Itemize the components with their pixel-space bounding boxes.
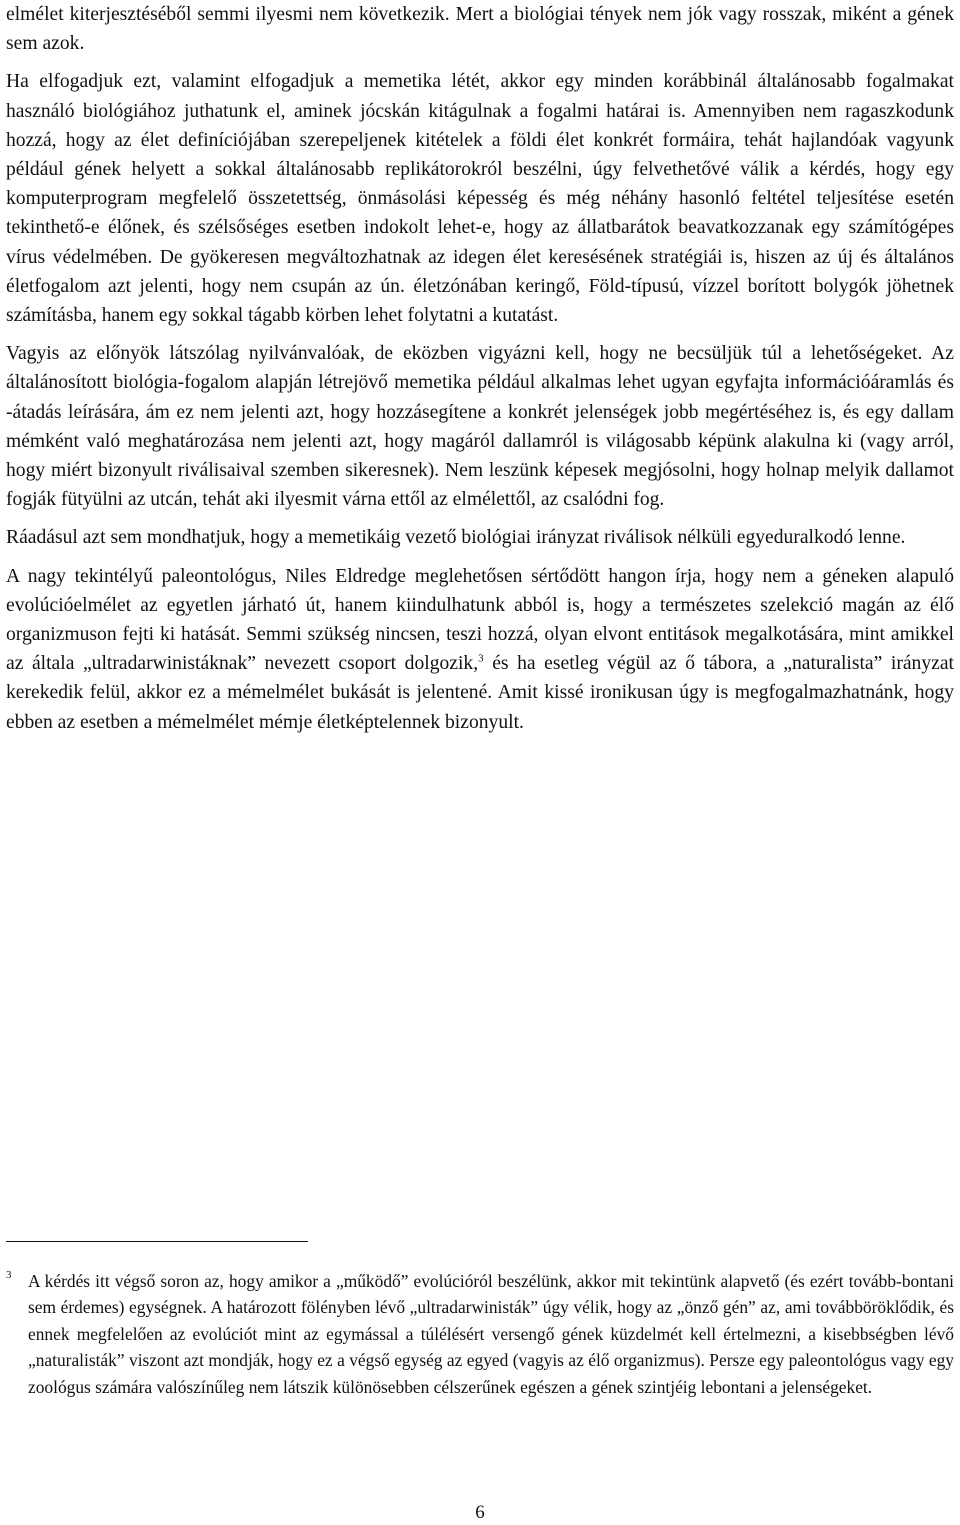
paragraph: Vagyis az előnyök látszólag nyilvánvalóak, de eközben vigyázni kell, hogy ne becsüljük túl a lehetőségeket. Az általánosított biológia-fogalom alapján létrejövő memetika például alkalmas lehet ugyan egyfajta információáramlás és -átadás leírására, ám ez nem jelenti azt, hogy hozzásegítene a konkrét jelenségek jobb megértéséhez is, és egy dallam mémként való meghatározása nem jelenti azt, hogy magáról dallamról is világosabb képünk alakulna ki (vagy arról, hogy miért bizonyult riválisaival szemben sikeresnek). Nem leszünk képesek megjósolni, hogy holnap melyik dallamot fogják fütyülni az utcán, tehát aki ilyesmit várna ettől az elmélettől, az csalódni fog. bbox=[6, 343, 954, 511]
body-text bbox=[6, 0, 954, 746]
footnote-separator bbox=[6, 1241, 308, 1242]
paragraph-text: és ha esetleg végül az ő tábora, a „naturalista” irányzat kerekedik felül, akkor ez a mémelmélet bukását is jelentené. Amit kissé ironikusan úgy is megfogalmazhatnánk, hogy ebben az esetben a mémelmélet mémje életképtelennek bizonyult. bbox=[6, 653, 954, 733]
footnote-marker: 3 bbox=[6, 1269, 12, 1281]
footnote bbox=[6, 1268, 954, 1400]
page-number: 6 bbox=[475, 1502, 485, 1523]
paragraph: Ha elfogadjuk ezt, valamint elfogadjuk a memetika létét, akkor egy minden korábbinál általánosabb fogalmakat használó biológiához juthatunk el, aminek jócskán kitágulnak a fogalmi határai is. Amennyiben nem ragaszkodunk hozzá, hogy az élet definíciójában szerepeljenek kitételek a földi élet konkrét formáira, tehát hajlandóak vagyunk például gének helyett a sokkal általánosabb replikátorokról beszélni, úgy felvethetővé válik a kérdés, hogy egy komputerprogram megfelelő összetettség, önmásolási képesség és még néhány hasonló feltétel teljesítése esetén tekinthető-e élőnek, és szélsőséges esetben indokolt lehet-e, hogy az állatbarátok beavatkozzanak egy számítógépes vírus védelmében. De gyökeresen megváltozhatnak az idegen élet keresésének stratégiái is, hiszen az új és általános életfogalom azt jelenti, hogy nem csupán az ún. életzónában keringő, Föld-típusú, vízzel borított bolygók jöhetnek számításba, hanem egy sokkal tágabb körben lehet folytatni a kutatást. bbox=[6, 71, 954, 327]
paragraph-text: A nagy tekintélyű paleontológus, Niles Eldredge meglehetősen sértődött hangon írja, hogy nem a géneken alapuló evolúcióelmélet az egyetlen járható út, hanem kiindulhatunk abból is, hogy a természetes szelekció magán az élő organizmuson fejti ki hatását. Semmi szükség nincsen, teszi hozzá, olyan elvont entitások megalkotására, mint amikkel az általa „ultradarwinistáknak” nevezett csoport dolgozik, bbox=[6, 565, 954, 675]
footnote-text bbox=[6, 1268, 954, 1400]
footnote-reference[interactable]: 3 bbox=[478, 652, 484, 665]
paragraph-with-footnote-ref bbox=[6, 562, 954, 737]
paragraph: Ráadásul azt sem mondhatjuk, hogy a memetikáig vezető biológiai irányzat riválisok nélküli egyeduralkodó lenne. bbox=[6, 527, 906, 549]
paragraph: elmélet kiterjesztéséből semmi ilyesmi nem következik. Mert a biológiai tények nem jók vagy rosszak, miként a gének sem azok. bbox=[6, 4, 954, 55]
footnote-body: A kérdés itt végső soron az, hogy amikor a „működő” evolúcióról beszélünk, akkor mit tekintünk alapvető (és ezért tovább-bontani sem érdemes) egységnek. A határozott fölényben lévő „ultradarwinisták” úgy vélik, hogy az „önző gén” az, ami továbböröklődik, és ennek megfelelően az evolúciót mint az egymással a túlélésért versengő gének küzdelmét kell értelmezni, a kisebbségben lévő „naturalisták” viszont azt mondják, hogy ez a végső egység az egyed (vagyis az élő organizmus). Persze egy paleontológus vagy egy zoológus számára valószínűleg nem látszik különösebben célszerűnek egészen a gének szintjéig lebontani a jelenségeket. bbox=[28, 1271, 954, 1397]
